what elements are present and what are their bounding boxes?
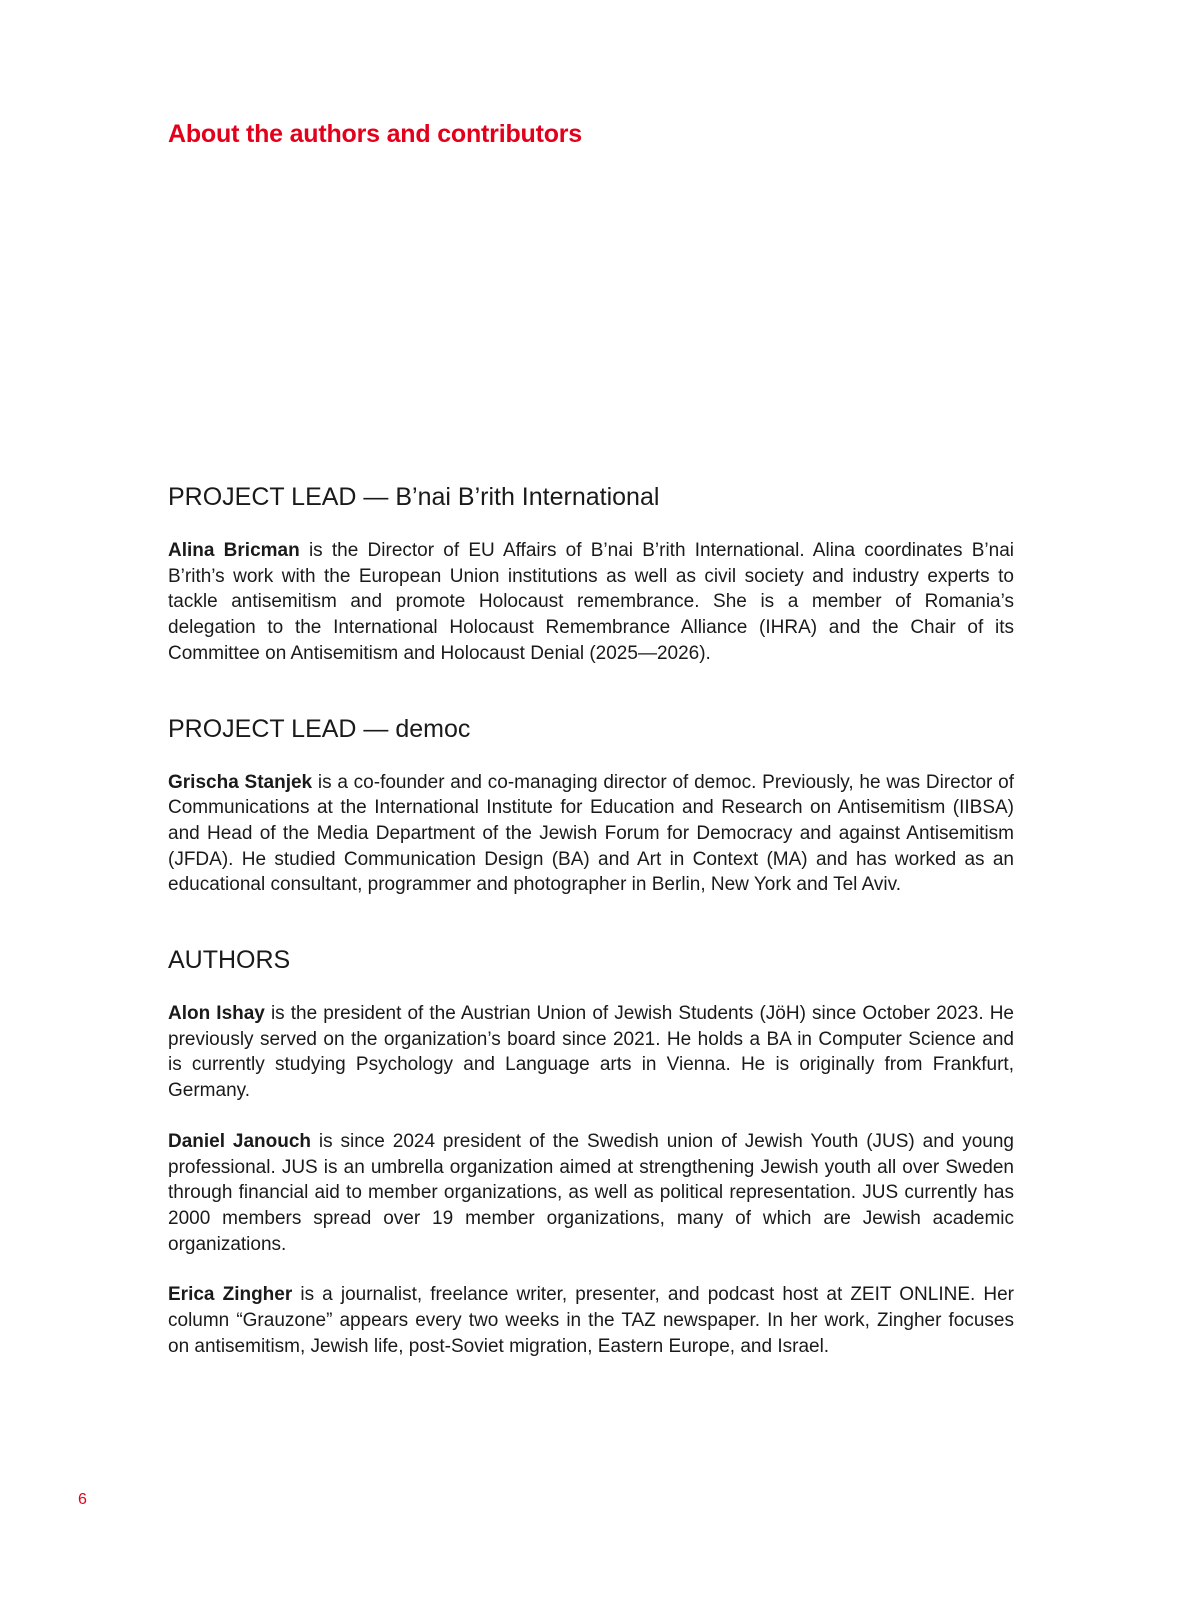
bio-grischa-stanjek [168, 770, 1014, 899]
bio-name: Alon Ishay [168, 1003, 265, 1025]
section-project-lead-democ [168, 710, 1014, 899]
page-number: 6 [78, 1491, 87, 1508]
bio-text: is the president of the Austrian Union of Jewish Students (JöH) since October 2023. He previously served on the organization’s board since 2021. He holds a BA in Computer Science and is currently studying Psychology and Language arts in Vienna. He is originally from Frankfurt, Germany. [168, 1003, 1014, 1102]
section-heading: PROJECT LEAD — B’nai B’rith International [168, 483, 660, 511]
section-heading: AUTHORS [168, 946, 291, 975]
bio-name: Erica Zingher [168, 1284, 293, 1306]
bio-daniel-janouch [168, 1129, 1014, 1258]
page-title: About the authors and contributors [168, 120, 583, 148]
page-content [168, 478, 1014, 1359]
bio-alina-bricman [168, 538, 1014, 667]
bio-text: is the Director of EU Affairs of B’nai B’rith International. Alina coordinates B’nai B’rith’s work with the European Union institutions as well as civil society and industry experts to tackle antisemitism and promote Holocaust remembrance. She is a member of Romania’s delegation to the International Holocaust Remembrance Alliance (IHRA) and the Chair of its Committee on Antisemitism and Holocaust Denial (2025—2026). [168, 540, 1014, 664]
bio-alon-ishay [168, 1001, 1014, 1104]
bio-text: is a journalist, freelance writer, presenter, and podcast host at ZEIT ONLINE. Her column “Grauzone” appears every two weeks in the TAZ newspaper. In her work, Zingher focuses on antisemitism, Jewish life, post-Soviet migration, Eastern Europe, and Israel. [168, 1284, 1014, 1357]
bio-name: Alina Bricman [168, 540, 300, 561]
bio-name: Daniel Janouch [168, 1130, 312, 1152]
section-project-lead-bnai-brith [168, 478, 1014, 667]
section-heading: PROJECT LEAD — democ [168, 714, 471, 743]
bio-name: Grischa Stanjek [168, 771, 313, 793]
bio-text: is since 2024 president of the Swedish union of Jewish Youth (JUS) and young professional. JUS is an umbrella organization aimed at strengthening Jewish youth all over Sweden through financial aid to member organizations, as well as political representation. JUS currently has 2000 members spread over 19 member organizations, many of which are Jewish academic organizations. [168, 1130, 1014, 1255]
bio-erica-zingher [168, 1282, 1014, 1359]
section-authors [168, 941, 1014, 1359]
bio-text: is a co-founder and co-managing director of democ. Previously, he was Director of Communications at the International Institute for Education and Research on Antisemitism (IIBSA) and Head of the Media Department of the Jewish Forum for Democracy and against Antisemitism (JFDA). He studied Communication Design (BA) and Art in Context (MA) and has worked as an educational consultant, programmer and photographer in Berlin, New York and Tel Aviv. [168, 771, 1014, 896]
